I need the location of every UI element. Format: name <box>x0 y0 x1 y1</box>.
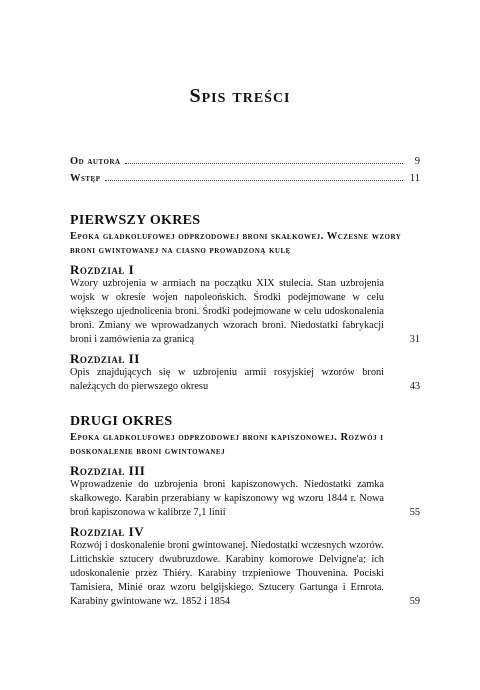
chapter-description: Rozwój i doskonalenie broni gwintowanej. Niedostatki wczesnych wzorów. Littichskie sztucery dwubruzdowe. Karabiny komorowe Delvigne'a; ich udoskonalenie przez Thiéry. Karabiny trzpieniowe Thouvenina. Pociski Tamisiera, Minié oraz wzoru belgijskiego. Sztucery Gartunga i Ernrota. Karabiny gwintowane wz. 1852 i 1854 <box>70 540 384 607</box>
chapter-page-number: 55 <box>409 507 420 518</box>
toc-entry-od-autora <box>70 153 420 170</box>
toc-entry-wstep <box>70 170 420 187</box>
dot-leader <box>105 179 403 181</box>
chapter-description: Opis znajdujących się w uzbrojeniu armii rosyjskiej wzorów broni należących do pierwszego okresu <box>70 367 384 392</box>
chapter-description: Wprowadzenie do uzbrojenia broni kapiszonowych. Niedostatki zamka skałkowego. Karabin przerabiany w kapiszonowy wg wzoru 1844 r. Nowa broń kapiszonowa w kalibrze 7,1 linii <box>70 479 384 518</box>
toc-entry-page: 9 <box>414 156 420 167</box>
toc-content <box>70 153 420 609</box>
dot-leader <box>125 162 403 164</box>
chapter-description: Wzory uzbrojenia w armiach na początku XIX stulecia. Stan uzbrojenia wojsk w okresie wojen napoleońskich. Środki podejmowane w celu większego ujednolicenia broni. Środki podejmowane w celu udoskonalenia broni. Zmiany we wprowadzanych wzorach broni. Niedostatki fabrykacji broni i zamówienia za granicą <box>70 278 384 345</box>
period-description: Epoka gładkolufowej odprzodowej broni kapiszonowej. Rozwój i doskonalenie broni gwintowanej <box>70 432 384 457</box>
chapter-entry <box>70 277 420 347</box>
page-title: Spis treści <box>189 85 291 107</box>
chapter-title: Rozdział II <box>70 351 140 366</box>
chapter-title: Rozdział III <box>70 463 146 478</box>
chapter-entry <box>70 539 420 609</box>
period-description: Epoka gładkolufowej odprzodowej broni skałkowej. Wczesne wzory broni gwintowanej na ciasno prowadzoną kulę <box>70 231 402 256</box>
chapter-page-number: 43 <box>409 381 420 392</box>
chapter-title: Rozdział I <box>70 262 135 277</box>
chapter-page-number: 59 <box>409 596 420 607</box>
chapter-entry <box>70 366 420 394</box>
toc-entry-label: Od autora <box>70 156 121 167</box>
chapter-entry <box>70 478 420 520</box>
toc-entry-page: 11 <box>409 173 420 184</box>
period-heading: DRUGI OKRES <box>70 414 173 429</box>
chapter-title: Rozdział IV <box>70 524 145 539</box>
period-heading: PIERWSZY OKRES <box>70 213 201 228</box>
toc-entry-label: Wstęp <box>70 173 101 184</box>
chapter-page-number: 31 <box>409 334 420 345</box>
